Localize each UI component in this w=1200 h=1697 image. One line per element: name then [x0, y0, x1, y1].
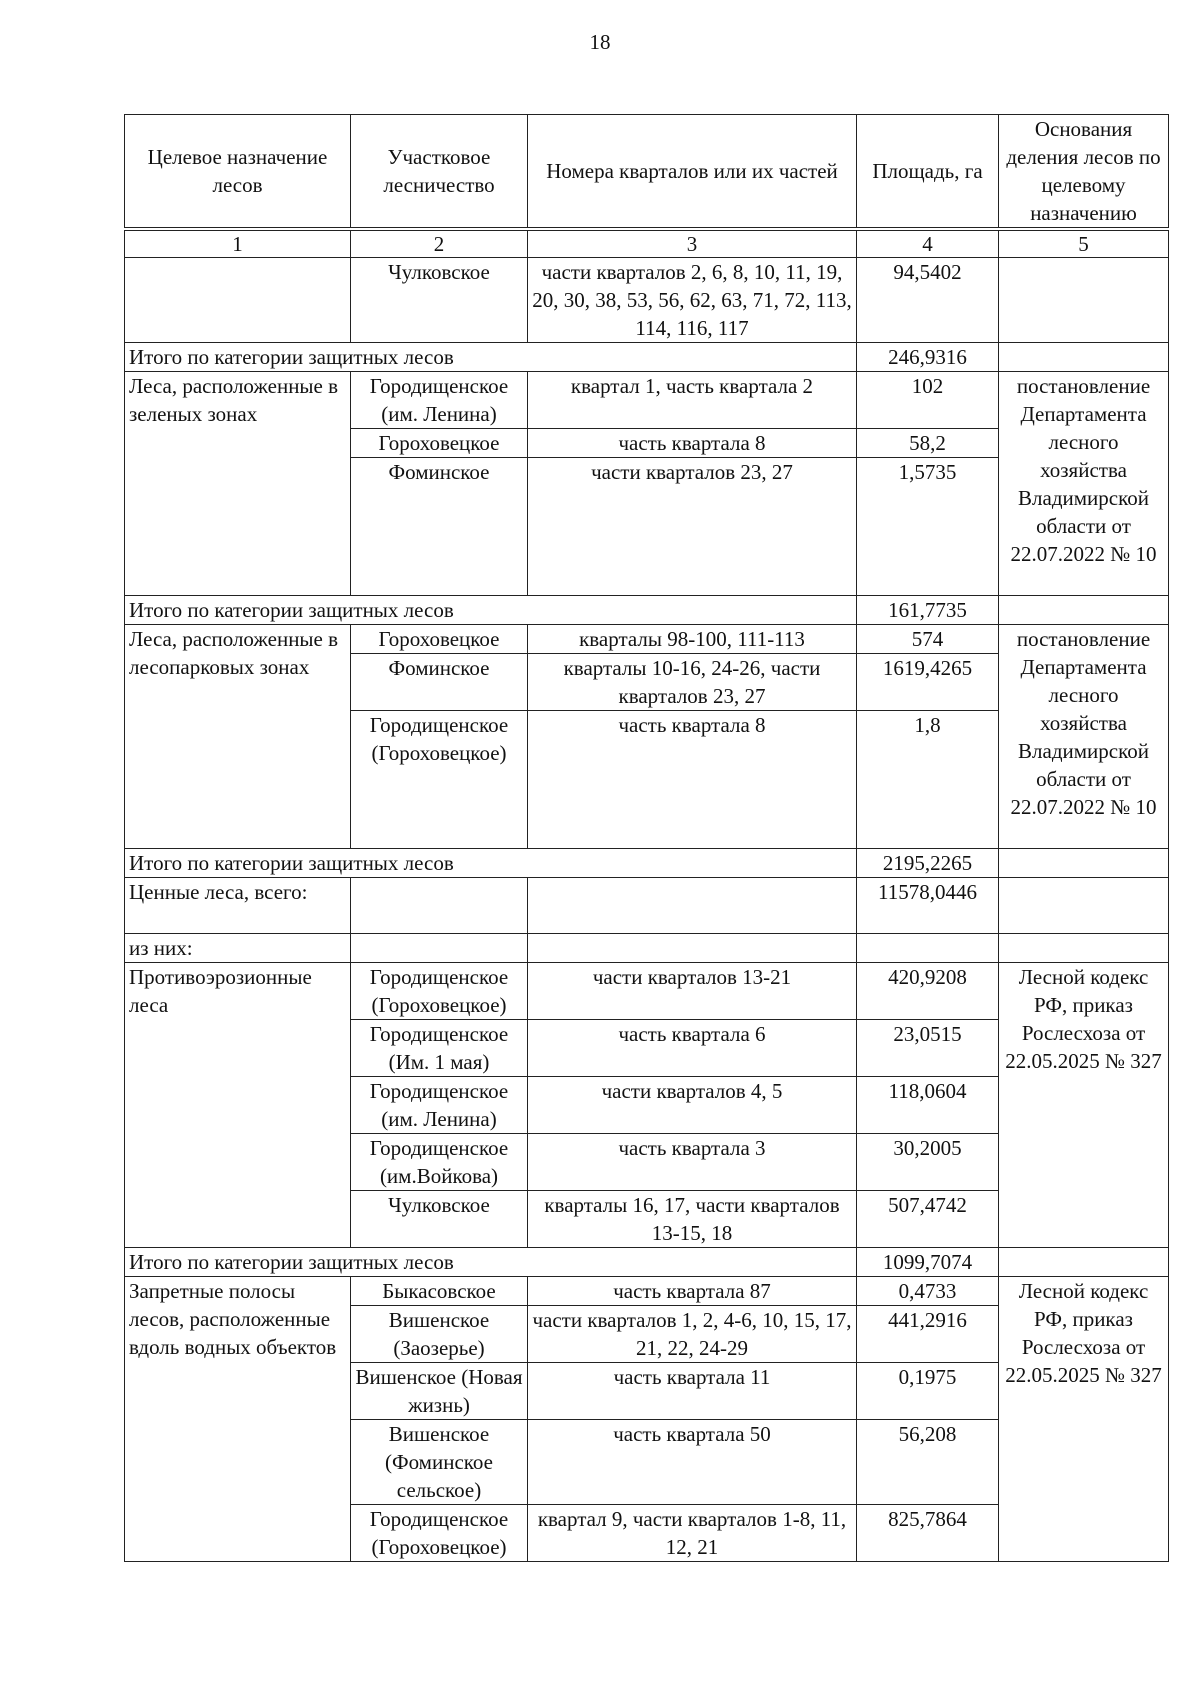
column-number: 1 [125, 229, 351, 258]
quarters-cell: часть квартала 11 [528, 1363, 857, 1420]
valuable-label: Ценные леса, всего: [125, 878, 351, 934]
quarters-cell: часть квартала 8 [528, 429, 857, 458]
basis-cell: постановление Департамента лесного хозяйства Владимирской области от 22.07.2022 № 10 [999, 625, 1169, 849]
forestry-cell [351, 878, 528, 934]
area-cell: 23,0515 [857, 1020, 999, 1077]
quarters-cell: часть квартала 87 [528, 1277, 857, 1306]
area-cell: 56,208 [857, 1420, 999, 1505]
quarters-cell: части кварталов 23, 27 [528, 458, 857, 596]
column-number: 3 [528, 229, 857, 258]
area-cell: 94,5402 [857, 258, 999, 343]
header-quarters: Номера кварталов или их частей [528, 115, 857, 230]
total-area: 161,7735 [857, 596, 999, 625]
total-area: 1099,7074 [857, 1248, 999, 1277]
basis-cell [999, 849, 1169, 878]
forestry-cell: Фоминское [351, 654, 528, 711]
quarters-cell: квартал 1, часть квартала 2 [528, 372, 857, 429]
header-area: Площадь, га [857, 115, 999, 230]
header-row [125, 115, 1169, 230]
quarters-cell: часть квартала 8 [528, 711, 857, 849]
area-cell: 30,2005 [857, 1134, 999, 1191]
forestry-cell: Гороховецкое [351, 625, 528, 654]
basis-cell: Лесной кодекс РФ, приказ Рослесхоза от 22.05.2025 № 327 [999, 963, 1169, 1248]
quarters-cell: части кварталов 2, 6, 8, 10, 11, 19, 20, 30, 38, 53, 56, 62, 63, 71, 72, 113, 114, 116, 117 [528, 258, 857, 343]
table-row [125, 625, 1169, 654]
forestry-cell: Вишенское (Новая жизнь) [351, 1363, 528, 1420]
valuable-area: 11578,0446 [857, 878, 999, 934]
table-row [125, 1277, 1169, 1306]
area-cell: 420,9208 [857, 963, 999, 1020]
quarters-cell [528, 878, 857, 934]
basis-cell: Лесной кодекс РФ, приказ Рослесхоза от 22.05.2025 № 327 [999, 1277, 1169, 1562]
quarters-cell: часть квартала 3 [528, 1134, 857, 1191]
forestry-cell: Городищенское (Им. 1 мая) [351, 1020, 528, 1077]
purpose-cell: Противоэрозионные леса [125, 963, 351, 1248]
quarters-cell: части кварталов 1, 2, 4-6, 10, 15, 17, 21, 22, 24-29 [528, 1306, 857, 1363]
category-total-row [125, 849, 1169, 878]
of-which-label: из них: [125, 934, 351, 963]
basis-cell [999, 596, 1169, 625]
forestry-cell: Городищенское (им. Ленина) [351, 1077, 528, 1134]
quarters-cell [528, 934, 857, 963]
area-cell: 825,7864 [857, 1505, 999, 1562]
basis-cell [999, 934, 1169, 963]
forestry-cell: Чулковское [351, 1191, 528, 1248]
total-area: 2195,2265 [857, 849, 999, 878]
category-total-row [125, 1248, 1169, 1277]
forest-purpose-table [124, 114, 1169, 1562]
area-cell: 118,0604 [857, 1077, 999, 1134]
quarters-cell: квартал 9, части кварталов 1-8, 11, 12, 21 [528, 1505, 857, 1562]
purpose-cell [125, 258, 351, 343]
purpose-cell: Запретные полосы лесов, расположенные вдоль водных объектов [125, 1277, 351, 1562]
basis-cell [999, 1248, 1169, 1277]
area-cell: 1,8 [857, 711, 999, 849]
area-cell [857, 934, 999, 963]
forestry-cell: Вишенское (Заозерье) [351, 1306, 528, 1363]
category-total-row [125, 596, 1169, 625]
quarters-cell: кварталы 10-16, 24-26, части кварталов 23, 27 [528, 654, 857, 711]
forestry-cell [351, 934, 528, 963]
table-row [125, 372, 1169, 429]
area-cell: 0,1975 [857, 1363, 999, 1420]
quarters-cell: часть квартала 50 [528, 1420, 857, 1505]
table-row [125, 258, 1169, 343]
quarters-cell: кварталы 16, 17, части кварталов 13-15, 18 [528, 1191, 857, 1248]
quarters-cell: части кварталов 4, 5 [528, 1077, 857, 1134]
total-label: Итого по категории защитных лесов [125, 343, 857, 372]
basis-cell [999, 878, 1169, 934]
page-number: 18 [589, 30, 611, 54]
column-number: 4 [857, 229, 999, 258]
column-number: 5 [999, 229, 1169, 258]
total-label: Итого по категории защитных лесов [125, 596, 857, 625]
area-cell: 102 [857, 372, 999, 429]
column-number: 2 [351, 229, 528, 258]
forestry-cell: Быкасовское [351, 1277, 528, 1306]
forestry-cell: Вишенское (Фоминское сельское) [351, 1420, 528, 1505]
forestry-cell: Гороховецкое [351, 429, 528, 458]
forestry-cell: Городищенское (Гороховецкое) [351, 963, 528, 1020]
basis-cell [999, 258, 1169, 343]
forestry-cell: Городищенское (Гороховецкое) [351, 711, 528, 849]
total-label: Итого по категории защитных лесов [125, 1248, 857, 1277]
header-purpose: Целевое назначение лесов [125, 115, 351, 230]
quarters-cell: кварталы 98-100, 111-113 [528, 625, 857, 654]
column-numbers-row [125, 229, 1169, 258]
forestry-cell: Городищенское (им.Войкова) [351, 1134, 528, 1191]
area-cell: 58,2 [857, 429, 999, 458]
forestry-cell: Чулковское [351, 258, 528, 343]
basis-cell [999, 343, 1169, 372]
forestry-cell: Фоминское [351, 458, 528, 596]
quarters-cell: части кварталов 13-21 [528, 963, 857, 1020]
forestry-cell: Городищенское (Гороховецкое) [351, 1505, 528, 1562]
header-forestry: Участковое лесничество [351, 115, 528, 230]
table-row [125, 963, 1169, 1020]
category-total-row [125, 343, 1169, 372]
area-cell: 0,4733 [857, 1277, 999, 1306]
purpose-cell: Леса, расположенные в зеленых зонах [125, 372, 351, 596]
total-label: Итого по категории защитных лесов [125, 849, 857, 878]
total-area: 246,9316 [857, 343, 999, 372]
forestry-cell: Городищенское (им. Ленина) [351, 372, 528, 429]
header-basis: Основания деления лесов по целевому назначению [999, 115, 1169, 230]
area-cell: 441,2916 [857, 1306, 999, 1363]
area-cell: 1619,4265 [857, 654, 999, 711]
basis-cell: постановление Департамента лесного хозяйства Владимирской области от 22.07.2022 № 10 [999, 372, 1169, 596]
purpose-cell: Леса, расположенные в лесопарковых зонах [125, 625, 351, 849]
area-cell: 574 [857, 625, 999, 654]
table-row [125, 878, 1169, 934]
area-cell: 1,5735 [857, 458, 999, 596]
quarters-cell: часть квартала 6 [528, 1020, 857, 1077]
table-row [125, 934, 1169, 963]
area-cell: 507,4742 [857, 1191, 999, 1248]
